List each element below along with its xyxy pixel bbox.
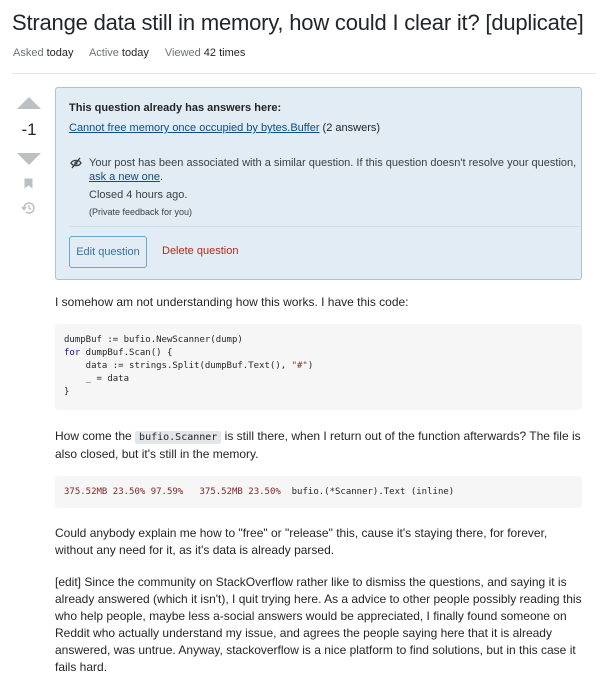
code-line [64,334,582,347]
header-divider [12,73,596,74]
ask-new-question-link[interactable]: ask a new one [89,171,160,183]
delete-question-button[interactable]: Delete question [162,245,239,257]
bookmark-icon[interactable] [24,178,33,189]
asked-value: today [46,47,74,59]
downvote-arrow-icon[interactable] [17,153,41,165]
duplicate-notice [55,87,582,280]
eye-off-icon [70,157,82,169]
code-token: data := strings.Split(dumpBuf.Text(), [64,361,292,371]
question-meta [13,47,258,59]
body-paragraph-1: I somehow am not understanding how this works. I have this code: [55,295,409,309]
code-token: } [64,387,70,397]
asked-label: Asked [13,47,44,59]
code-string: "#" [291,361,308,371]
code-line [64,360,582,373]
profile-flat: 375.52MB [64,487,108,497]
profile-function: bufio.(*Scanner).Text (inline) [291,487,455,497]
code-line [64,373,582,386]
upvote-arrow-icon[interactable] [17,97,41,109]
association-text [89,156,579,184]
code-token: dumpBuf.Scan() { [80,348,173,358]
edit-question-button[interactable]: Edit question [69,236,147,268]
code-line [64,386,582,399]
closed-status: Closed 4 hours ago. [89,189,188,201]
profile-flat-pct: 23.50% [112,487,146,497]
body-paragraph-4: [edit] Since the community on StackOverflow rather like to dismiss the questions, and saying it is already answered (which it isn't), I quit trying here. As a advice to other people possibly reading this who help people, maybe less a-social answers would be appreciated, I finally found someone on Reddit who actually understand my issue, and agrees the people saying here that it is already answered, was untrue. Anyway, stackoverflow is a nice platform to find solutions, but in this case it fails hard. [55,575,582,674]
question-title[interactable]: Strange data still in memory, how could I clear it? [duplicate] [12,10,584,35]
history-icon[interactable] [21,201,36,215]
code-token: ) [307,361,314,371]
association-suffix: . [159,171,163,183]
paragraph-text: How come the [55,429,136,443]
code-block [55,324,582,410]
active-value[interactable]: today [121,47,149,59]
active-label: Active [88,47,119,59]
code-keyword: for [64,348,81,358]
duplicate-link-row [69,122,380,134]
profile-cum: 375.52MB [199,487,243,497]
code-token: dumpBuf := bufio.NewScanner(dump) [64,335,243,345]
body-paragraph-3: Could anybody explain me how to "free" or "release" this, cause it's staying there, for forever, without any need for it, as it's data is already parsed. [55,526,548,557]
notice-heading: This question already has answers here: [69,102,282,114]
code-line [64,347,582,360]
profile-output [55,476,582,508]
viewed-value: 42 times [203,47,246,59]
notice-separator [69,226,581,227]
inline-code: bufio.Scanner [135,431,221,444]
private-feedback-note: (Private feedback for you) [89,207,193,217]
vote-count: -1 [21,120,37,139]
body-paragraph-2 [55,428,585,463]
association-message: Your post has been associated with a similar question. If this question doesn't resolve your question, [89,157,577,169]
duplicate-question-link[interactable]: Cannot free memory once occupied by bytes.Buffer [69,122,320,134]
paragraph-text: is still there, when I return out of the function afterwards? The file is also closed, but it's still in the memory. [55,429,581,461]
code-token: _ = data [64,374,130,384]
answer-count: (2 answers) [319,122,381,134]
viewed-label: Viewed [164,47,201,59]
profile-cum-pct: 23.50% [248,487,281,497]
profile-sum-pct: 97.59% [150,487,184,497]
